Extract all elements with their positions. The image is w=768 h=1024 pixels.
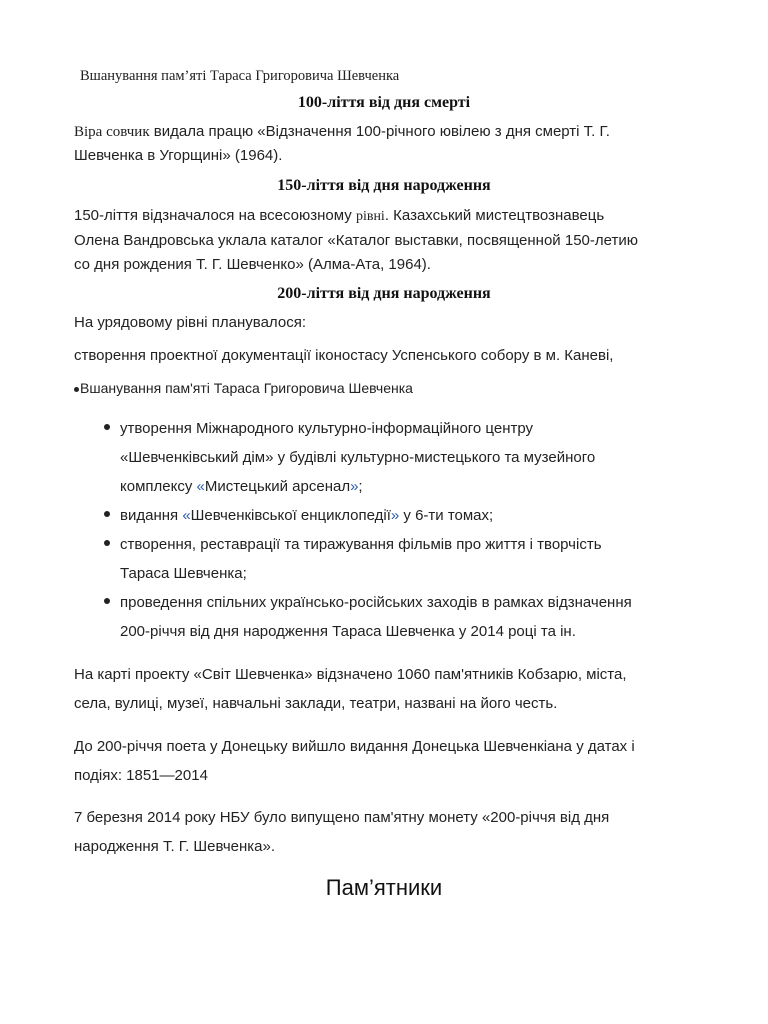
encyclopedia-link[interactable]: « — [182, 507, 191, 524]
list-item — [74, 588, 714, 646]
paragraph-iconostasis: створення проектної документації іконостасу Успенського собору в м. Каневі, — [74, 347, 614, 364]
list-item-text: проведення спільних українсько-російських заходів в рамках відзначення — [120, 594, 632, 611]
paragraph-text: До 200-річчя поета у Донецьку вийшло видання Донецька Шевченкіана у датах і — [74, 738, 635, 755]
paragraph-text: Шевченка в Угорщині» (1964). — [74, 147, 283, 164]
bullet-icon — [74, 387, 79, 392]
top-title: Вшанування пам’яті Тараса Григоровича Шевченка — [80, 68, 400, 84]
paragraph-svit-shevchenka — [74, 660, 627, 718]
list-item-text: Тараса Шевченка; — [120, 565, 247, 582]
heading-100-years: 100-ліття від дня смерті — [297, 94, 471, 111]
list-item-text: ; — [358, 478, 363, 495]
list-item-text: створення, реставрації та тиражування фільмів про життя і творчість — [120, 536, 602, 553]
author-name: Віра совчик — [74, 124, 150, 140]
bullet-icon — [104, 598, 110, 604]
paragraph-text: На карті проекту «Світ Шевченка» відзначено 1060 пам'ятників Кобзарю, міста, — [74, 666, 627, 683]
bullet-list — [74, 414, 714, 646]
paragraph-text: 7 березня 2014 року НБУ було випущено пам'ятну монету «200-річчя від дня — [74, 809, 610, 826]
encyclopedia-link-close[interactable]: » — [390, 507, 400, 524]
list-item — [74, 414, 714, 501]
list-item — [74, 501, 714, 530]
list-item-text: 200-річчя від дня народження Тараса Шевченка у 2014 році та ін. — [120, 623, 576, 640]
paragraph-coin — [74, 803, 609, 861]
paragraph-text: Олена Вандровська уклала каталог «Каталог выставки, посвященной 150-летию — [74, 232, 638, 249]
paragraph-text: подіях: 1851—2014 — [74, 767, 208, 784]
paragraph-text: . Казахський мистецтвознавець — [384, 207, 605, 224]
list-item-text: Мистецький арсенал — [204, 478, 351, 495]
list-item-text: комплексу — [120, 478, 197, 495]
paragraph-gov-level: На урядовому рівні планувалося: — [74, 314, 306, 331]
list-item-text: Шевченківської енциклопедії — [190, 507, 391, 524]
paragraph-150-years — [74, 204, 638, 277]
paragraph-text: рівні — [355, 209, 385, 224]
paragraph-text: села, вулиці, музеї, навчальні заклади, театри, названі на його честь. — [74, 695, 558, 712]
paragraph-100-years — [74, 120, 610, 168]
list-item-text: у 6-ти томах; — [399, 507, 494, 524]
heading-200-years: 200-ліття від дня народження — [277, 285, 491, 302]
bullet-icon — [104, 511, 110, 517]
list-item-text: утворення Міжнародного культурно-інформаційного центру — [120, 420, 534, 437]
list-item-text: видання — [120, 507, 183, 524]
paragraph-text: видала працю «Відзначення 100-річного ювілею з дня смерті Т. Г. — [149, 123, 610, 140]
paragraph-text: 150-ліття відзначалося на всесоюзному — [74, 207, 356, 224]
list-item-text: «Шевченківський дім» у будівлі культурно-мистецького та музейного — [120, 449, 596, 466]
paragraph-text: со дня рождения Т. Г. Шевченко» (Алма-Ата, 1964). — [74, 256, 431, 273]
arsenal-link[interactable]: « — [196, 478, 205, 495]
paragraph-text: Вшанування пам'яті Тараса Григоровича Шевченка — [80, 380, 413, 396]
paragraph-text: народження Т. Г. Шевченка». — [74, 838, 275, 855]
arsenal-link-close[interactable]: » — [350, 478, 359, 495]
paragraph-honoring — [74, 376, 413, 400]
bullet-icon — [104, 540, 110, 546]
bullet-icon — [104, 424, 110, 430]
paragraph-donetsk — [74, 732, 635, 790]
list-item — [74, 530, 714, 588]
section-title: Пам’ятники — [325, 875, 443, 900]
heading-150-years: 150-ліття від дня народження — [277, 177, 491, 194]
